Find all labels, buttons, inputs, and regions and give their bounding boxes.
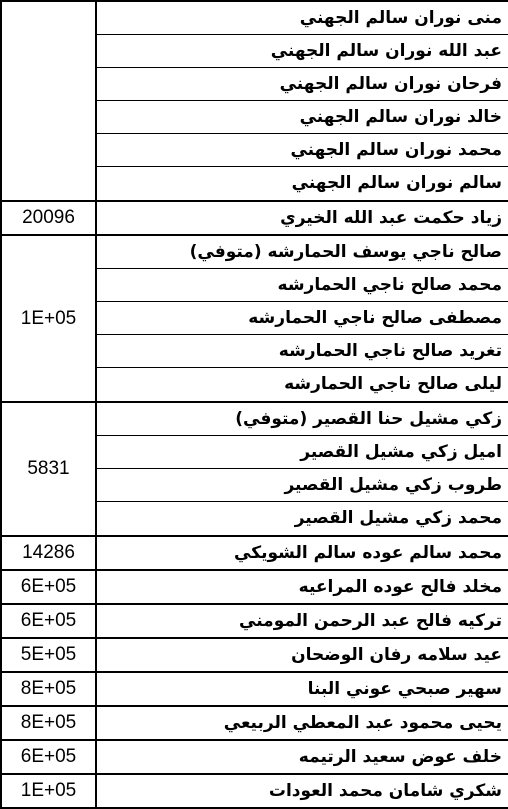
number-cell <box>1 1 96 201</box>
person-name: منى نوران سالم الجهني <box>97 2 508 35</box>
person-name: ليلى صالح ناجي الحمارشه <box>284 374 502 394</box>
names-cell <box>96 740 508 774</box>
table-row <box>1 235 508 402</box>
person-name: سالم نوران سالم الجهني <box>291 173 502 193</box>
person-name: مخلد فالح عوده المراعيه <box>298 577 502 597</box>
number-cell: 5831 <box>1 402 96 536</box>
table-row <box>1 740 508 774</box>
table-row <box>1 672 508 706</box>
names-cell <box>96 672 508 706</box>
number-cell: 6E+05 <box>1 740 96 774</box>
person-name: يحيى محمود عبد المعطي الربيعي <box>223 713 502 733</box>
person-name: عيد سلامه رفان الوضحان <box>291 645 502 665</box>
number-cell: 6E+05 <box>1 604 96 638</box>
person-name: تغريد صالح ناجي الحمارشه <box>97 335 508 368</box>
person-name: محمد صالح ناجي الحمارشه <box>97 269 508 302</box>
names-cell <box>96 706 508 740</box>
person-name: محمد نوران سالم الجهني <box>97 134 508 167</box>
table-row <box>1 536 508 570</box>
number-cell: 14286 <box>1 536 96 570</box>
person-name: فرحان نوران سالم الجهني <box>97 68 508 101</box>
names-cell <box>96 604 508 638</box>
person-name: شكري شامان محمد العودات <box>268 781 502 801</box>
names-cell <box>96 402 508 536</box>
person-name: خلف عوض سعيد الرتيمه <box>298 747 502 767</box>
person-name: صالح ناجي يوسف الحمارشه (متوفي) <box>97 236 508 269</box>
table-row <box>1 604 508 638</box>
person-name: مصطفى صالح ناجي الحمارشه <box>97 302 508 335</box>
names-cell <box>96 235 508 402</box>
number-cell: 5E+05 <box>1 638 96 672</box>
person-name: طروب زكي مشيل القصير <box>97 469 508 502</box>
person-name: اميل زكي مشيل القصير <box>97 436 508 469</box>
person-name: محمد زكي مشيل القصير <box>294 508 502 528</box>
number-cell: 8E+05 <box>1 672 96 706</box>
table-row <box>1 638 508 672</box>
table-row <box>1 570 508 604</box>
number-cell: 1E+05 <box>1 774 96 808</box>
names-cell <box>96 570 508 604</box>
table-row <box>1 774 508 808</box>
names-cell <box>96 201 508 235</box>
number-cell: 1E+05 <box>1 235 96 402</box>
number-cell: 8E+05 <box>1 706 96 740</box>
person-name: سهير صبحي عوني البنا <box>307 679 502 699</box>
table-row <box>1 201 508 235</box>
names-cell <box>96 638 508 672</box>
names-cell <box>96 774 508 808</box>
number-cell: 20096 <box>1 201 96 235</box>
person-name: تركيه فالح عبد الرحمن المومني <box>239 611 502 631</box>
table-row <box>1 706 508 740</box>
person-name: عبد الله نوران سالم الجهني <box>97 35 508 68</box>
number-cell: 6E+05 <box>1 570 96 604</box>
table-row <box>1 1 508 201</box>
person-name: خالد نوران سالم الجهني <box>97 101 508 134</box>
table-row <box>1 402 508 536</box>
person-name: محمد سالم عوده سالم الشويكي <box>234 543 502 563</box>
person-name: زياد حكمت عبد الله الخيري <box>280 208 502 228</box>
names-cell <box>96 1 508 201</box>
names-cell <box>96 536 508 570</box>
person-name: زكي مشيل حنا القصير (متوفي) <box>97 403 508 436</box>
